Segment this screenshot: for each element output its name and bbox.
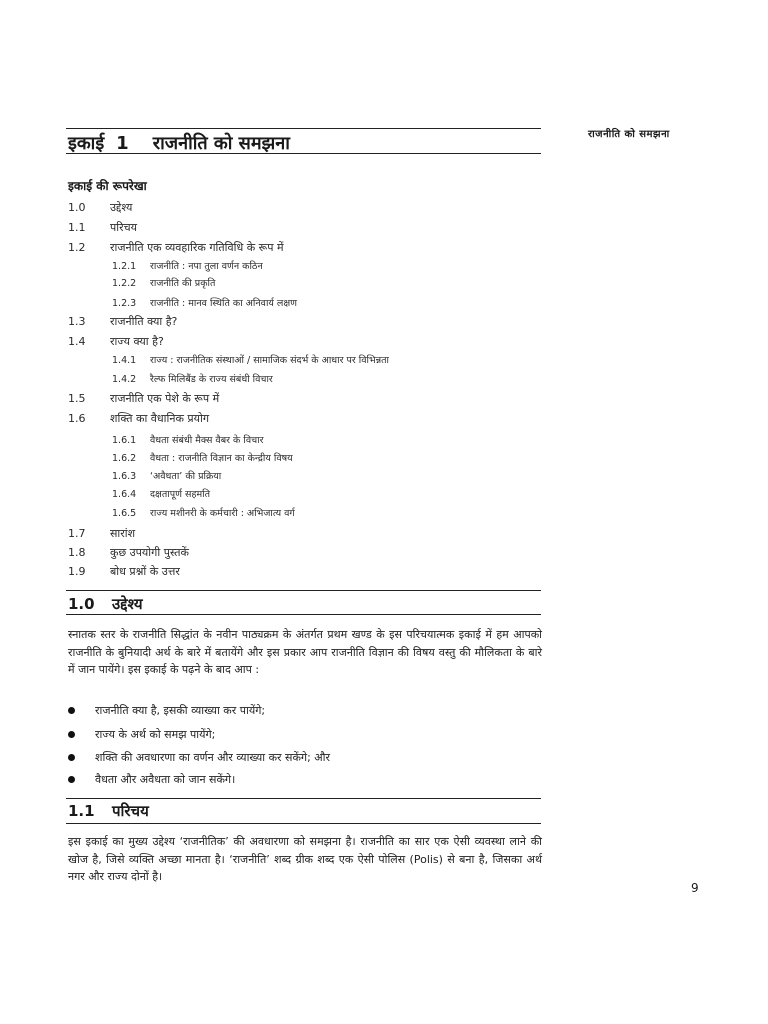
outline-item-number: 1.9 — [68, 565, 86, 578]
outline-item-text: राजनीति एक पेशे के रूप में — [110, 392, 220, 405]
outline-item-text: बोध प्रश्नों के उत्तर — [110, 565, 180, 578]
outline-item — [112, 506, 295, 519]
outline-item-number: 1.5 — [68, 392, 86, 405]
outline-item-text: शक्ति का वैधानिक प्रयोग — [110, 412, 210, 425]
outline-item — [112, 259, 263, 272]
outline-item-number: 1.4.1 — [112, 355, 137, 366]
section-1-1-number: 1.1 — [68, 802, 95, 820]
section-1-0-bottom-rule — [66, 614, 541, 615]
outline-item-text: उद्देश्य — [110, 201, 133, 214]
objective-bullet-1 — [68, 703, 265, 718]
outline-item-number: 1.2.1 — [112, 261, 137, 272]
section-1-0-top-rule — [66, 590, 541, 591]
section-1-1-paragraph: इस इकाई का मुख्य उद्देश्य ‘राजनीतिक’ की अवधारणा को समझना है। राजनीति का सार एक ऐसी व्यवस्था लाने की खोज है, जिसे व्यक्ति अच्छा मानता है। ‘राजनीति’ शब्द ग्रीक शब्द एक ऐसी पोलिस (Polis) से बना है, जिसका अर्थ नगर और राज्य दोनों है। — [68, 835, 542, 883]
outline-item — [68, 391, 219, 406]
outline-item-text: राजनीति : मानव स्थिति का अनिवार्य लक्षण — [150, 298, 298, 309]
outline-item-text: राज्य मशीनरी के कर्मचारी : अभिजात्य वर्ग — [150, 508, 295, 519]
bullet-dot-icon — [68, 776, 75, 783]
title-bottom-rule — [66, 153, 541, 154]
outline-item-number: 1.2.3 — [112, 298, 137, 309]
outline-item — [68, 240, 284, 255]
running-head: राजनीति को समझना — [588, 129, 670, 140]
section-1-0-paragraph: स्नातक स्तर के राजनीति सिद्धांत के नवीन पाठ्यक्रम के अंतर्गत प्रथम खण्ड के इस परिचयात्मक इकाई में हम आपको राजनीति के बुनियादी अर्थ के बारे में बतायेंगे और इस प्रकार आप राजनीति विज्ञान की विषय वस्तु की मौलिकता के बारे में जान पायेंगे। इस इकाई के पढ़ने के बाद आप : — [68, 628, 542, 676]
outline-item — [112, 372, 273, 385]
section-1-0-title: उद्देश्य — [112, 595, 143, 613]
outline-item — [68, 526, 135, 541]
bullet-dot-icon — [68, 731, 75, 738]
outline-item-number: 1.6.4 — [112, 489, 137, 500]
outline-item-text: राजनीति की प्रकृति — [150, 278, 216, 289]
page-number: 9 — [691, 881, 699, 895]
objective-text-4: वैधता और अवैधता को जान सकेंगे। — [95, 773, 236, 786]
objective-text-3: शक्ति की अवधारणा का वर्णन और व्याख्या कर सकेंगे; और — [95, 751, 331, 764]
outline-item-text: दक्षतापूर्ण सहमति — [150, 489, 211, 500]
outline-heading: इकाई की रूपरेखा — [68, 179, 147, 193]
outline-item — [68, 545, 189, 560]
outline-item-text: राजनीति एक व्यवहारिक गतिविधि के रूप में — [110, 241, 284, 254]
outline-item-text: राजनीति क्या है? — [110, 315, 178, 328]
outline-item — [68, 334, 164, 349]
outline-item — [112, 469, 221, 482]
outline-item — [112, 433, 263, 446]
outline-item-number: 1.6.3 — [112, 471, 137, 482]
objective-bullet-4 — [68, 772, 235, 787]
objective-text-1: राजनीति क्या है, इसकी व्याख्या कर पायेंगे; — [95, 704, 266, 717]
outline-item-number: 1.6 — [68, 412, 86, 425]
section-1-1-bottom-rule — [66, 823, 541, 824]
outline-item-number: 1.6.1 — [112, 435, 137, 446]
section-1-1-top-rule — [66, 798, 541, 799]
outline-item — [68, 200, 132, 215]
outline-item-text: राज्य क्या है? — [110, 335, 164, 348]
outline-item — [68, 564, 180, 579]
title-top-rule — [66, 128, 541, 129]
outline-item-text: कुछ उपयोगी पुस्तकें — [110, 546, 189, 559]
objective-bullet-3 — [68, 750, 330, 765]
outline-item-number: 1.2.2 — [112, 278, 137, 289]
outline-item-number: 1.6.2 — [112, 453, 137, 464]
outline-item-number: 1.7 — [68, 527, 86, 540]
unit-label: इकाई — [68, 133, 105, 154]
objective-bullet-2 — [68, 727, 215, 742]
outline-item-text: सारांश — [110, 527, 136, 540]
outline-item — [112, 487, 210, 500]
outline-item-number: 1.8 — [68, 546, 86, 559]
outline-item-text: वैधता संबंधी मैक्स वैबर के विचार — [150, 435, 264, 446]
outline-item — [68, 220, 137, 235]
outline-item-number: 1.2 — [68, 241, 86, 254]
bullet-dot-icon — [68, 754, 75, 761]
objective-text-2: राज्य के अर्थ को समझ पायेंगे; — [95, 728, 216, 741]
outline-item-number: 1.0 — [68, 201, 86, 214]
outline-item-text: रैल्फ मिलिबैंड के राज्य संबंधी विचार — [150, 374, 273, 385]
outline-item-number: 1.3 — [68, 315, 86, 328]
outline-item-text: परिचय — [110, 221, 137, 234]
unit-title-text: राजनीति को समझना — [152, 133, 290, 154]
bullet-dot-icon — [68, 707, 75, 714]
section-1-0-heading — [68, 594, 143, 614]
outline-item-number: 1.1 — [68, 221, 86, 234]
outline-item — [112, 296, 297, 309]
outline-item — [68, 314, 177, 329]
outline-item-number: 1.4 — [68, 335, 86, 348]
unit-title — [68, 131, 290, 155]
outline-item — [112, 353, 389, 366]
outline-item-text: ‘अवैधता’ की प्रक्रिया — [150, 471, 222, 482]
outline-item-number: 1.4.2 — [112, 374, 137, 385]
section-1-0-number: 1.0 — [68, 595, 95, 613]
outline-item-number: 1.6.5 — [112, 508, 137, 519]
outline-item-text: वैधता : राजनीति विज्ञान का केन्द्रीय विषय — [150, 453, 293, 464]
outline-item-text: राज्य : राजनीतिक संस्थाओं / सामाजिक संदर्भ के आधार पर विभिन्नता — [150, 355, 389, 366]
section-1-1-title: परिचय — [112, 802, 149, 820]
outline-item — [68, 411, 209, 426]
unit-number: 1 — [116, 133, 129, 154]
section-1-1-heading — [68, 801, 149, 821]
outline-item — [112, 451, 293, 464]
outline-item — [112, 276, 215, 289]
outline-item-text: राजनीति : नपा तुला वर्णन कठिन — [150, 261, 263, 272]
